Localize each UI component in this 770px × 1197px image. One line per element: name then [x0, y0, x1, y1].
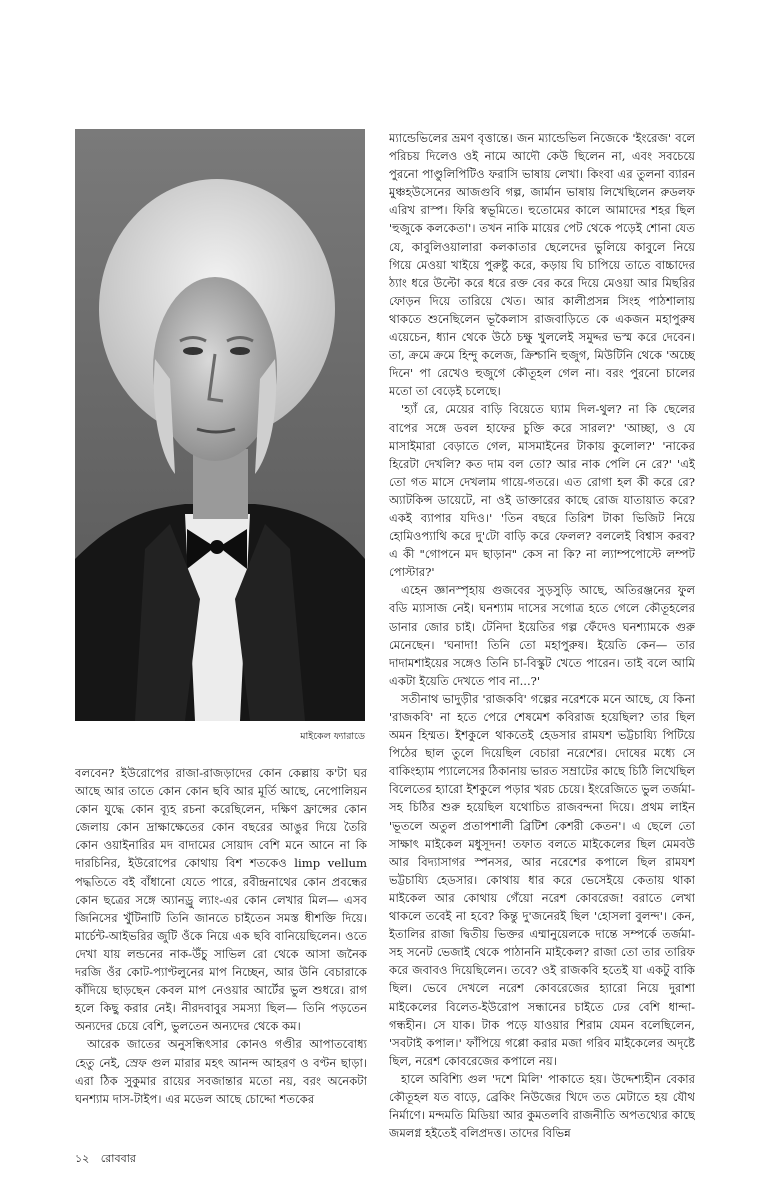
portrait-illustration: [75, 129, 365, 721]
paragraph: সতীনাথ ভাদুড়ীর 'রাজকবি' গল্পের নরেশকে মনে আছে, যে কিনা 'রাজকবি' না হতে পেরে শেষমেশ কবিরাজ হয়েছিল? তার ছিল অমন হিম্মত। ইশকুলে থাকতেই হেডসার রামযশ ভট্টচায্যি পিটিয়ে পিঠের ছাল তুলে দিয়েছিল বেচারা নরেশের। দোষের মধ্যে সে বাকিংহ্যাম প্যালেসের ঠিকানায় ভারত সম্রাটের কাছে চিঠি লিখেছিল বিলেতের হ্যারো ইশকুলে পড়ার খরচ চেয়ে। ইংরেজিতে ভুল তর্জমা-সহ চিঠির শুরু হয়েছিল যথোচিত রাজবন্দনা দিয়ে। প্রথম লাইন 'ভূতলে অতুল প্রতাপশালী ব্রিটিশ কেশরী কেতন'। এ ছেলে তো সাক্ষাৎ মাইকেল মধুসূদন! তফাত বলতে মাইকেলের ছিল মেমবউ আর বিদ্যাসাগর স্পনসর, আর নরেশের কপালে ছিল রামযশ ভট্টচায্যি হেডসার। কোথায় ধার করে ভেসেইয়ে কেতায় থাকা মাইকেল আর কোথায় গেঁয়ো নরেশ কোবরেজ! বরাতে লেখা থাকলে তবেই না হবে? কিন্তু দু'জনেরই ছিল 'হোসলা বুলন্দ'। কেন, ইতালির রাজা দ্বিতীয় ভিক্তর এম্মানুয়েলকে দান্তে সম্পর্কে তর্জমা-সহ সনেট ভেজাই থেকে পাঠাননি মাইকেল? রাজা তো তার তারিফ করে জবাবও দিয়েছিলেন। তবে? ওই রাজকবি হতেই যা একটু বাকি ছিল। ভেবে দেখলে নরেশ কোবরেজের হ্যারো নিয়ে দুরাশা মাইকেলের বিলেত-ইউরোপ সন্ধানের চাইতে ঢের বেশি ধান্দা-গন্ধহীন। সে যাক। টাক পড়ে যাওয়ার শিরাম যেমন বলেছিলেন, 'সবটাই কপাল।' ফাঁপিয়ে গপ্পো করার মজা গরিব মাইকেলের অদৃষ্টে ছিল, নরেশ কোবরেজের কপালে নয়।: [389, 691, 695, 1068]
photo-caption: মাইকেল ফ্যারাডে: [300, 731, 365, 742]
paragraph: হালে অবিশ্যি গুল 'দশে মিলি' পাকাতে হয়। উদ্দেশ্যহীন বেকার কৌতূহল যত বাড়ে, ব্রেকিং নিউজের খিদে তত মেটাতে হয় যৌথ নির্মাণে। মন্দমতি মিডিয়া আর কুমতলবি রাজনীতি অপতথ্যের কাছে জমলগ্ন হইতেই বলিপ্রদত্ত। তাদের বিভিন্ন: [389, 1071, 695, 1141]
portrait-photo: [75, 129, 365, 721]
page-number: ১২: [75, 1152, 90, 1165]
left-column: [75, 764, 367, 1144]
page-footer: [75, 1150, 136, 1169]
paragraph: বলবেন? ইউরোপের রাজা-রাজড়াদের কোন কেল্লায় ক'টা ঘর আছে আর তাতে কোন কোন ছবি আর মূর্তি আছে, নেপোলিয়ন কোন যুদ্ধে কোন ব্যূহ রচনা করেছিলেন, দক্ষিণ ফ্রান্সের কোন জেলায় কোন দ্রাক্ষাক্ষেতের কোন বছরের আঙুর দিয়ে তৈরি কোন ওয়াইনারির মদ বাদামের সোয়াদ বেশি মনে আনে না কি দারচিনির, ইউরোপের কোথায় বিশ শতকেও limp vellum পদ্ধতিতে বই বাঁধানো যেতে পারে, রবীন্দ্রনাথের কোন প্রবন্ধের কোন ছত্রের সঙ্গে অ্যানড্রু ল্যাং-এর কোন লেখার মিল— এসব জিনিসের খুঁটিনাটি তিনি জানতে চাইতেন সমস্ত ধীশক্তি দিয়ে। মার্চেন্ট-আইভরির জুটি ওঁকে নিয়ে এক ছবি বানিয়েছিলেন। ওতে দেখা যায় লন্ডনের নাক-উঁচু সাভিল রো থেকে আসা জনৈক দরজি ওঁর কোট-প্যাণ্টলুনের মাপ নিচ্ছেন, আর উনি বেচারাকে কাঁদিয়ে ছাড়ছেন কেবল মাপ নেওয়ার আর্টের ভুল শুধরে। রাগ হলে কিছু করার নেই। নীরদবাবুর সমস্যা ছিল— তিনি পড়তেন অন্যদের চেয়ে বেশি, ভুলতেন অন্যদের থেকে কম।: [75, 766, 367, 1034]
section-name: রোববার: [100, 1152, 136, 1165]
paragraph: ম্যান্ডেভিলের ভ্রমণ বৃত্তান্তে। জন ম্যান্ডেভিল নিজেকে 'ইংরেজ' বলে পরিচয় দিলেও ওই নামে আদৌ কেউ ছিলেন না, এবং সবচেয়ে পুরনো পাণ্ডুলিপিটিও ফরাসি ভাষায় লেখা। কিংবা এর তুলনা ব্যারন মুঞ্চহউসেনের আজগুবি গল্প, জার্মান ভাষায় লিখেছিলেন রুডলফ এরিখ রাস্প। ফিরি স্বভূমিতে। হুতোমের কালে আমাদের শহর ছিল 'হুজুকে কলকেতা'। তখন নাকি মায়ের পেট থেকে পড়েই শোনা যেত যে, কাবুলিওয়ালারা কলকাতার ছেলেদের ভুলিয়ে কাবুলে নিয়ে গিয়ে মেওয়া খাইয়ে পুরুষ্টু করে, কড়ায় ঘি চাপিয়ে তাতে বাচ্চাদের ঠ্যাং ধরে উল্টো করে ধরে রক্ত বের করে দিয়ে মেওয়া আর মিছরির ফোড়ন দিয়ে তারিয়ে খেত। আর কালীপ্রসন্ন সিংহ পাঠশালায় থাকতে শুনেছিলেন ভূকৈলাস রাজবাড়িতে কে একজন মহাপুরুষ এয়েচেন, ধ্যান থেকে উঠে চক্ষু খুললেই সমুদ্দর ভস্ম করে দেবেন। তা, ক্রমে ক্রমে হিন্দু কলেজ, ক্রিশ্চানি হুজুগ, মিউটিনি থেকে 'অচ্ছে দিনে' পা রেখেও হুজুগে কৌতূহল গেল না। বরং পুরনো চালের মতো তা বেড়েই চলেছে।: [389, 131, 695, 399]
paragraph: এহেন জ্ঞানস্পৃহায় গুজবের সুড়সুড়ি আছে, অতিরঞ্জনের ফুল বডি ম্যাসাজ নেই। ঘনশ্যাম দাসের সগোত্র হতে গেলে কৌতূহলের ডানার জোর চাই। টেনিদা ইয়েতির গল্প ফেঁদেও ঘনশ্যামকে গুরু মেনেছেন। 'ঘনাদা! তিনি তো মহাপুরুষ। ইয়েতি কেন— তার দাদামশাইয়ের সঙ্গেও তিনি চা-বিস্কুট খেতে পারেন। তাই বলে আমি একটা ইয়েতি দেখতে পাব না...?': [389, 583, 695, 688]
paragraph: আরেক জাতের অনুসন্ধিৎসার কোনও গণ্ডীর আপাতবোধ্য হেতু নেই, স্রেফ গুল মারার মহৎ আনন্দ আহরণ ও বণ্টন ছাড়া। এরা ঠিক সুকুমার রায়ের সবজান্তার মতো নয়, বরং অনেকটা ঘনশ্যাম দাস-টাইপ। এর মডেল আছে চোদ্দো শতকের: [75, 1037, 367, 1106]
paragraph: 'হ্যাঁ রে, মেয়ের বাড়ি বিয়েতে ঘ্যাম দিল-থুল? না কি ছেলের বাপের সঙ্গে ডবল হাফের চুক্তি করে সারল?' 'আচ্ছা, ও যে মাসাইমারা বেড়াতে গেল, মাসমাইনের টাকায় কুলোল?' 'নাকের হিরেটা দেখলি? কত দাম বল তো? আর নাক পেলি নে রে?' 'এই তো গত মাসে দেখলাম গায়ে-গতরে। এত রোগা হল কী করে রে? অ্যাটকিন্স ডায়েটে, না ওই ডাক্তারের কাছে রোজ যাতায়াত করে? একই ব্যাপার যদিও।' 'তিন বছরে তিরিশ টাকা ভিজিট নিয়ে হোমিওপ্যাথি করে দু'টো বাড়ি করে ফেলল? বললেই বিশ্বাস করব? এ কী "গোপনে মদ ছাড়ান" কেস না কি? না ল্যাম্পপোস্টে লম্পট পোস্টার?': [389, 402, 695, 580]
right-column: [389, 129, 695, 1154]
